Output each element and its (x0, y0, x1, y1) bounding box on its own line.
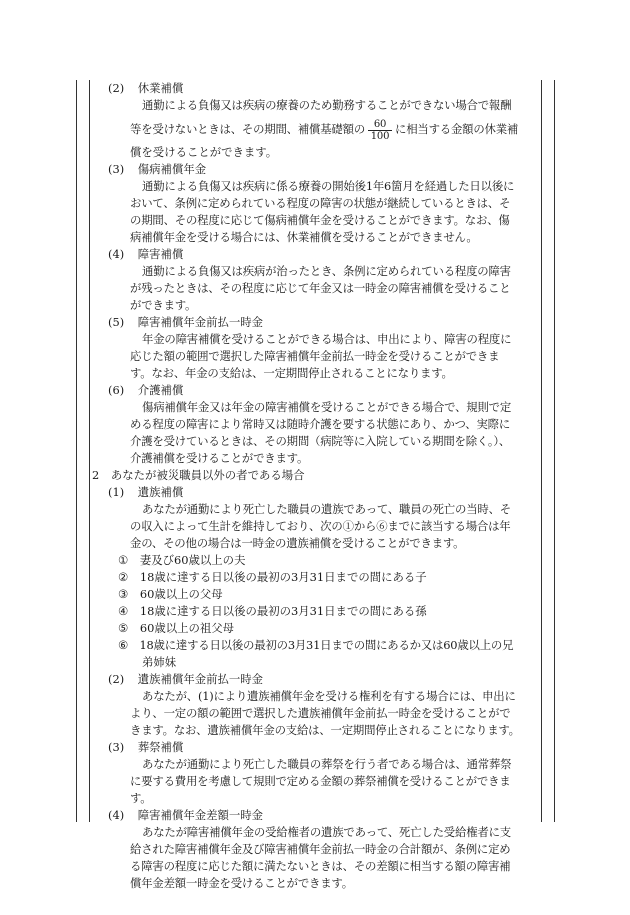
s4-line: ができます。 (130, 298, 197, 312)
list-item-text: 60歳以上の祖父母 (139, 621, 235, 635)
list-item (118, 586, 540, 603)
list-item-mark: ② (118, 570, 129, 584)
s5-line: す。なお、年金の支給は、一定期間停止されることになります。 (130, 366, 453, 380)
list-item-mark: ⑤ (118, 621, 129, 635)
t2-line: あなたが、(1)により遺族補償年金を受ける権利を有する場合には、申出に (142, 689, 516, 703)
s5-line: 応じた額の範囲で選択した障害補償年金前払一時金を受けることができま (130, 349, 500, 363)
list-item-text: 60歳以上の父母 (139, 587, 223, 601)
left-border-outer (76, 80, 77, 822)
s5-title: 障害補償年金前払一時金 (137, 315, 264, 329)
t4-title: 障害補償年金差額一時金 (137, 808, 264, 822)
s6-line: 介護を受けているときは、その期間（病院等に入院している期間を除く。）、 (130, 434, 511, 448)
list-item-text: 妻及び60歳以上の夫 (139, 553, 246, 567)
section-2-title: あなたが被災職員以外の者である場合 (110, 468, 305, 482)
t3-line: す。 (130, 791, 152, 805)
t3-line: あなたが通勤により死亡した職員の葬祭を行う者である場合は、通常葬祭 (142, 757, 512, 771)
section-2-heading (92, 467, 540, 484)
t1-line: の収入によって生計を維持しており、次の①から⑥までに該当する場合は年 (130, 519, 511, 533)
t3-title: 葬祭補償 (137, 740, 184, 754)
t4-line: る障害の程度に応じた額に満たないときは、その差額に相当する額の障害補 (130, 859, 511, 873)
s6-line: 介護補償を受けることができます。 (130, 451, 309, 465)
t3-heading (108, 739, 540, 756)
s6-number: (6) (108, 383, 125, 397)
list-item (118, 603, 540, 620)
s6-line: 傷病補償年金又は年金の障害補償を受けることができる場合で、規則で定 (142, 400, 512, 414)
list-item-continuation: 弟姉妹 (142, 655, 177, 669)
t4-line: 償年金差額一時金を受けることができます。 (130, 876, 353, 890)
s6-heading (108, 382, 540, 399)
s2-number: (2) (108, 81, 125, 95)
list-item (118, 637, 540, 654)
document-body (92, 80, 540, 892)
list-item-mark: ③ (118, 587, 129, 601)
t2-heading (108, 671, 540, 688)
t1-line: あなたが通勤により死亡した職員の遺族であって、職員の死亡の当時、そ (142, 502, 511, 516)
s3-line: の期間、その程度に応じて傷病補償年金を受けることができます。なお、傷 (130, 213, 510, 227)
right-border-inner (541, 80, 542, 822)
s5-number: (5) (108, 315, 125, 329)
s4-title: 障害補償 (137, 247, 184, 261)
list-item-text: 18歳に達する日以後の最初の3月31日までの間にある孫 (139, 604, 427, 618)
t1-number: (1) (108, 485, 125, 499)
t2-number: (2) (108, 672, 125, 686)
s6-title: 介護補償 (137, 383, 184, 397)
s3-line: 通勤による負傷又は疾病に係る療養の開始後1年6箇月を経過した日以後に (142, 179, 515, 193)
list-item-text: 18歳に達する日以後の最初の3月31日までの間にある子 (139, 570, 427, 584)
left-border-inner (89, 80, 90, 822)
list-item-mark: ⑥ (118, 638, 129, 652)
s5-line: 年金の障害補償を受けることができる場合は、申出により、障害の程度に (142, 332, 512, 346)
s2-title: 休業補償 (137, 81, 184, 95)
s3-number: (3) (108, 162, 125, 176)
fraction-numerator: 60 (368, 119, 392, 131)
s2-line: 通勤による負傷又は疾病の療養のため勤務することができない場合で報酬 (142, 98, 512, 112)
t4-line: あなたが障害補償年金の受給権者の遺族であって、死亡した受給権者に支 (142, 825, 511, 839)
t3-line: に要する費用を考慮して規則で定める金額の葬祭補償を受けることができま (130, 774, 511, 788)
t4-number: (4) (108, 808, 125, 822)
s4-line: が残ったときは、その程度に応じて年金又は一時金の障害補償を受けること (130, 281, 511, 295)
s2-text-before-fraction: 等を受けないときは、その期間、補償基礎額の (130, 122, 366, 136)
t3-number: (3) (108, 740, 125, 754)
t2-line: きます。なお、遺族補償年金の支給は、一定期間停止されることになります。 (130, 723, 520, 737)
s2-heading (108, 80, 540, 97)
t4-line: 給された障害補償年金及び障害補償年金前払一時金の合計額が、条例に定め (130, 842, 511, 856)
list-item-mark: ① (118, 553, 129, 567)
list-item (118, 552, 540, 569)
t2-title: 遺族補償年金前払一時金 (137, 672, 264, 686)
t1-title: 遺族補償 (137, 485, 184, 499)
s2-line: 償を受けることができます。 (130, 145, 278, 159)
s2-text-after-fraction: に相当する金額の休業補 (395, 122, 519, 136)
list-item (118, 620, 540, 637)
s3-line: おいて、条例に定められている程度の障害の状態が継続しているときは、そ (130, 196, 511, 210)
list-item (118, 569, 540, 586)
list-item-text: 18歳に達する日以後の最初の3月31日までの間にあるか又は60歳以上の兄 (139, 638, 514, 652)
section-2-number: 2 (92, 468, 100, 482)
s6-line: める程度の障害により常時又は随時介護を要する状態にあり、かつ、実際に (130, 417, 511, 431)
s3-line: 病補償年金を受ける場合には、休業補償を受けることができません。 (130, 230, 478, 244)
s3-heading (108, 161, 540, 178)
s3-title: 傷病補償年金 (137, 162, 207, 176)
fraction-denominator: 100 (370, 130, 390, 142)
t1-line: 金の、その他の場合は一時金の遺族補償を受けることができます。 (130, 536, 465, 550)
s5-heading (108, 314, 540, 331)
t4-heading (108, 807, 540, 824)
s4-line: 通勤による負傷又は疾病が治ったとき、条例に定められている程度の障害 (142, 264, 511, 278)
list-item-mark: ④ (118, 604, 129, 618)
s4-heading (108, 246, 540, 263)
fraction-60-100 (368, 119, 392, 142)
s2-line-fraction (130, 114, 540, 144)
right-border-outer (554, 80, 555, 822)
t2-line: より、一定の額の範囲で選択した遺族補償年金前払一時金を受けることがで (130, 706, 511, 720)
s4-number: (4) (108, 247, 125, 261)
t1-heading (108, 484, 540, 501)
